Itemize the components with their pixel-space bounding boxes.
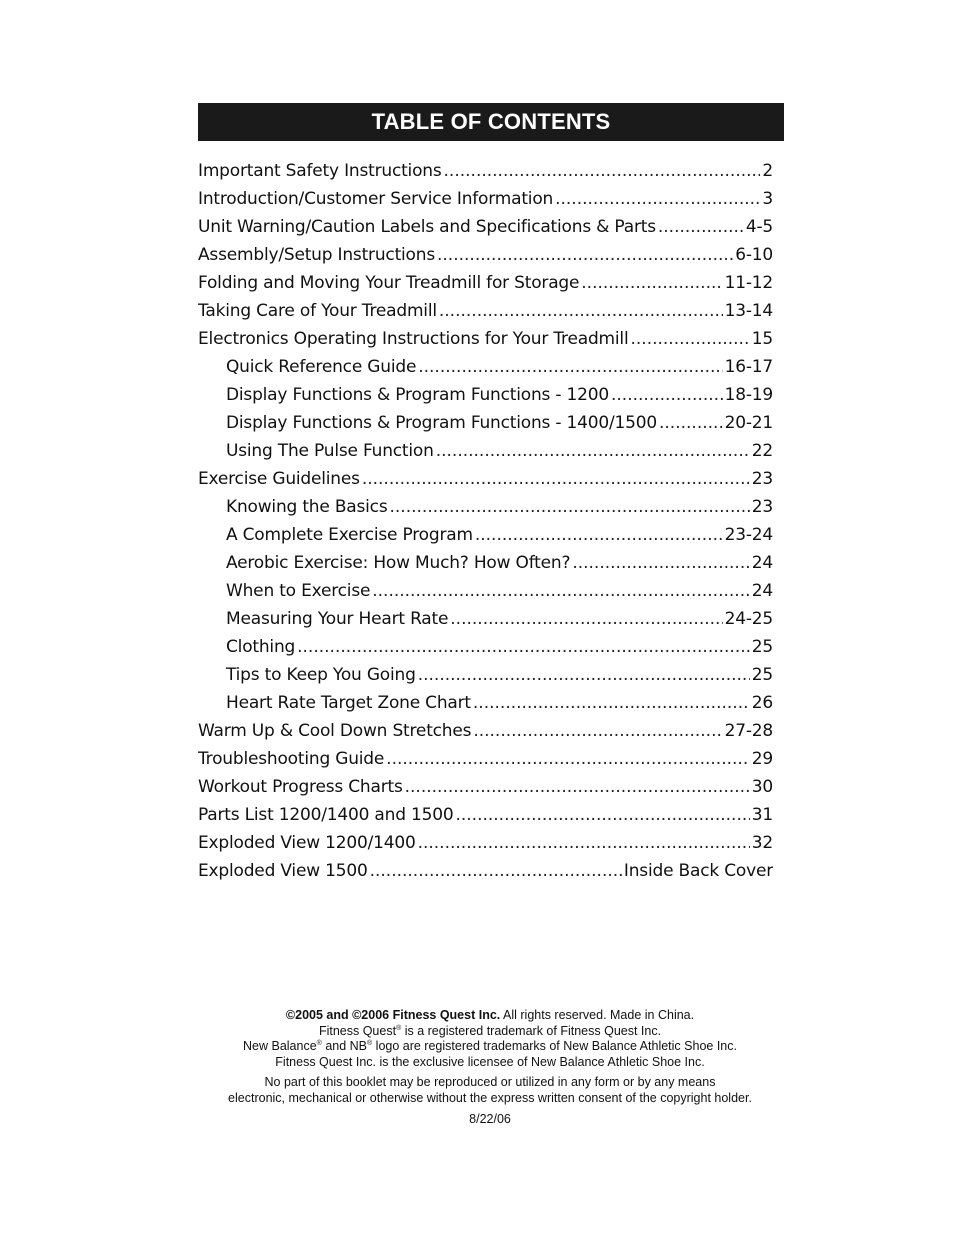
toc-entry-title: Electronics Operating Instructions for Your Treadmill xyxy=(198,329,629,349)
toc-entry xyxy=(198,301,773,329)
toc-entry-page: 24 xyxy=(751,553,773,573)
trademark-2-text: logo are registered trademarks of New Balance Athletic Shoe Inc. xyxy=(372,1039,737,1053)
toc-entry xyxy=(198,357,773,385)
toc-header-bar xyxy=(198,103,784,141)
toc-entry-title: Workout Progress Charts xyxy=(198,777,403,797)
dot-leader xyxy=(297,637,750,657)
toc-entry-title: Exercise Guidelines xyxy=(198,469,360,489)
dot-leader xyxy=(455,805,749,825)
dot-leader xyxy=(418,833,750,853)
toc-entry xyxy=(198,693,773,721)
toc-entry-page: 23 xyxy=(751,469,773,489)
toc-entry xyxy=(198,469,773,497)
toc-entry-page: 15 xyxy=(751,329,773,349)
toc-entry-title: Heart Rate Target Zone Chart xyxy=(226,693,471,713)
toc-entry-title: Troubleshooting Guide xyxy=(198,749,385,769)
toc-entry-page: 23 xyxy=(751,497,773,517)
toc-entry-title: Display Functions & Program Functions - 1200 xyxy=(226,385,609,405)
toc-entry xyxy=(198,385,773,413)
toc-entry-page: 22 xyxy=(751,441,773,461)
toc-entry-title: Display Functions & Program Functions - 1400/1500 xyxy=(226,413,657,433)
registered-mark: ® xyxy=(316,1039,322,1047)
toc-entry-page: 25 xyxy=(751,637,773,657)
toc-entry xyxy=(198,553,773,581)
dot-leader xyxy=(611,385,723,405)
trademark-2-name: New Balance xyxy=(243,1039,317,1053)
toc-entry xyxy=(198,329,773,357)
toc-entry-page: 25 xyxy=(751,665,773,685)
toc-entry-title: Using The Pulse Function xyxy=(226,441,434,461)
dot-leader xyxy=(572,553,749,573)
toc-entry-page: 32 xyxy=(751,833,773,853)
trademark-1-text: is a registered trademark of Fitness Quest Inc. xyxy=(401,1023,662,1038)
dot-leader xyxy=(439,301,723,321)
toc-entry-title: When to Exercise xyxy=(226,581,371,601)
toc-entry-title: Exploded View 1500 xyxy=(198,861,368,881)
dot-leader xyxy=(386,749,750,769)
toc-entry xyxy=(198,245,773,273)
toc-entry-page: 2 xyxy=(762,161,773,181)
toc-entry xyxy=(198,497,773,525)
toc-entry-title: Clothing xyxy=(226,637,296,657)
toc-entry-page: Inside Back Cover xyxy=(623,861,773,881)
toc-entry xyxy=(198,609,773,637)
trademark-2-nb: and NB xyxy=(321,1039,368,1053)
toc-entry-page: 18-19 xyxy=(724,385,773,405)
toc-entry-page: 13-14 xyxy=(724,301,773,321)
dot-leader xyxy=(473,693,750,713)
revision-date: 8/22/06 xyxy=(469,1112,511,1126)
toc-entry xyxy=(198,189,773,217)
toc-entry xyxy=(198,441,773,469)
toc-entry xyxy=(198,861,773,889)
toc-entry xyxy=(198,581,773,609)
toc-entry-title: Folding and Moving Your Treadmill for Storage xyxy=(198,273,580,293)
dot-leader xyxy=(418,665,750,685)
toc-entry-page: 6-10 xyxy=(735,245,773,265)
registered-mark: ® xyxy=(396,1024,402,1032)
registered-mark: ® xyxy=(367,1039,373,1047)
toc-entry-title: Parts List 1200/1400 and 1500 xyxy=(198,805,454,825)
toc-entry-page: 3 xyxy=(762,189,773,209)
dot-leader xyxy=(437,245,733,265)
notice-line-2: electronic, mechanical or otherwise without the express written consent of the copyright holder. xyxy=(228,1090,752,1105)
toc-entry-title: Aerobic Exercise: How Much? How Often? xyxy=(226,553,571,573)
toc-entry-title: Quick Reference Guide xyxy=(226,357,417,377)
dot-leader xyxy=(418,357,722,377)
toc-entry xyxy=(198,413,773,441)
dot-leader xyxy=(630,329,749,349)
toc-entry-page: 27-28 xyxy=(724,721,773,741)
toc-entry-page: 24 xyxy=(751,581,773,601)
page-title: TABLE OF CONTENTS xyxy=(371,109,611,134)
toc-entry xyxy=(198,833,773,861)
notice-line-1: No part of this booklet may be reproduced or utilized in any form or by any means xyxy=(264,1075,716,1089)
toc-entry-page: 20-21 xyxy=(724,413,773,433)
toc-entry-title: A Complete Exercise Program xyxy=(226,525,473,545)
trademark-line-1 xyxy=(140,1024,840,1040)
toc-entry-page: 23-24 xyxy=(724,525,773,545)
toc-entry xyxy=(198,525,773,553)
dot-leader xyxy=(370,861,622,881)
footer xyxy=(140,1008,840,1128)
toc-entry-title: Assembly/Setup Instructions xyxy=(198,245,435,265)
dot-leader xyxy=(475,525,723,545)
toc-entry-page: 4-5 xyxy=(745,217,773,237)
copyright-bold: ©2005 and ©2006 Fitness Quest Inc. xyxy=(285,1008,501,1022)
toc-entry xyxy=(198,665,773,693)
dot-leader xyxy=(659,413,723,433)
dot-leader xyxy=(581,273,722,293)
copyright-rest: All rights reserved. Made in China. xyxy=(500,1008,695,1022)
toc-entry-page: 30 xyxy=(751,777,773,797)
dot-leader xyxy=(473,721,722,741)
toc-entry-title: Warm Up & Cool Down Stretches xyxy=(198,721,472,741)
toc-entry-title: Unit Warning/Caution Labels and Specifications & Parts xyxy=(198,217,656,237)
dot-leader xyxy=(436,441,750,461)
toc-entry-title: Taking Care of Your Treadmill xyxy=(198,301,437,321)
toc-entry-title: Introduction/Customer Service Information xyxy=(198,189,554,209)
toc-entry-page: 26 xyxy=(751,693,773,713)
licensee-line: Fitness Quest Inc. is the exclusive licensee of New Balance Athletic Shoe Inc. xyxy=(275,1054,705,1069)
toc-entry xyxy=(198,161,773,189)
dot-leader xyxy=(450,609,722,629)
dot-leader xyxy=(372,581,750,601)
toc-entry-page: 11-12 xyxy=(724,273,773,293)
table-of-contents xyxy=(198,161,773,889)
toc-entry xyxy=(198,217,773,245)
toc-entry xyxy=(198,721,773,749)
dot-leader xyxy=(405,777,750,797)
dot-leader xyxy=(362,469,750,489)
trademark-1-name: Fitness Quest xyxy=(318,1023,397,1038)
copyright-line xyxy=(140,1008,840,1024)
toc-entry xyxy=(198,777,773,805)
dot-leader xyxy=(658,217,744,237)
toc-entry-title: Exploded View 1200/1400 xyxy=(198,833,416,853)
toc-entry-page: 29 xyxy=(751,749,773,769)
toc-entry xyxy=(198,749,773,777)
toc-entry-title: Knowing the Basics xyxy=(226,497,388,517)
toc-entry-title: Measuring Your Heart Rate xyxy=(226,609,449,629)
toc-entry xyxy=(198,805,773,833)
trademark-line-2 xyxy=(140,1039,840,1055)
toc-entry-title: Important Safety Instructions xyxy=(198,161,442,181)
dot-leader xyxy=(444,161,761,181)
dot-leader xyxy=(390,497,750,517)
toc-entry-page: 24-25 xyxy=(724,609,773,629)
dot-leader xyxy=(555,189,760,209)
toc-entry-page: 16-17 xyxy=(724,357,773,377)
toc-entry xyxy=(198,637,773,665)
toc-entry-page: 31 xyxy=(751,805,773,825)
toc-entry-title: Tips to Keep You Going xyxy=(226,665,416,685)
toc-entry xyxy=(198,273,773,301)
